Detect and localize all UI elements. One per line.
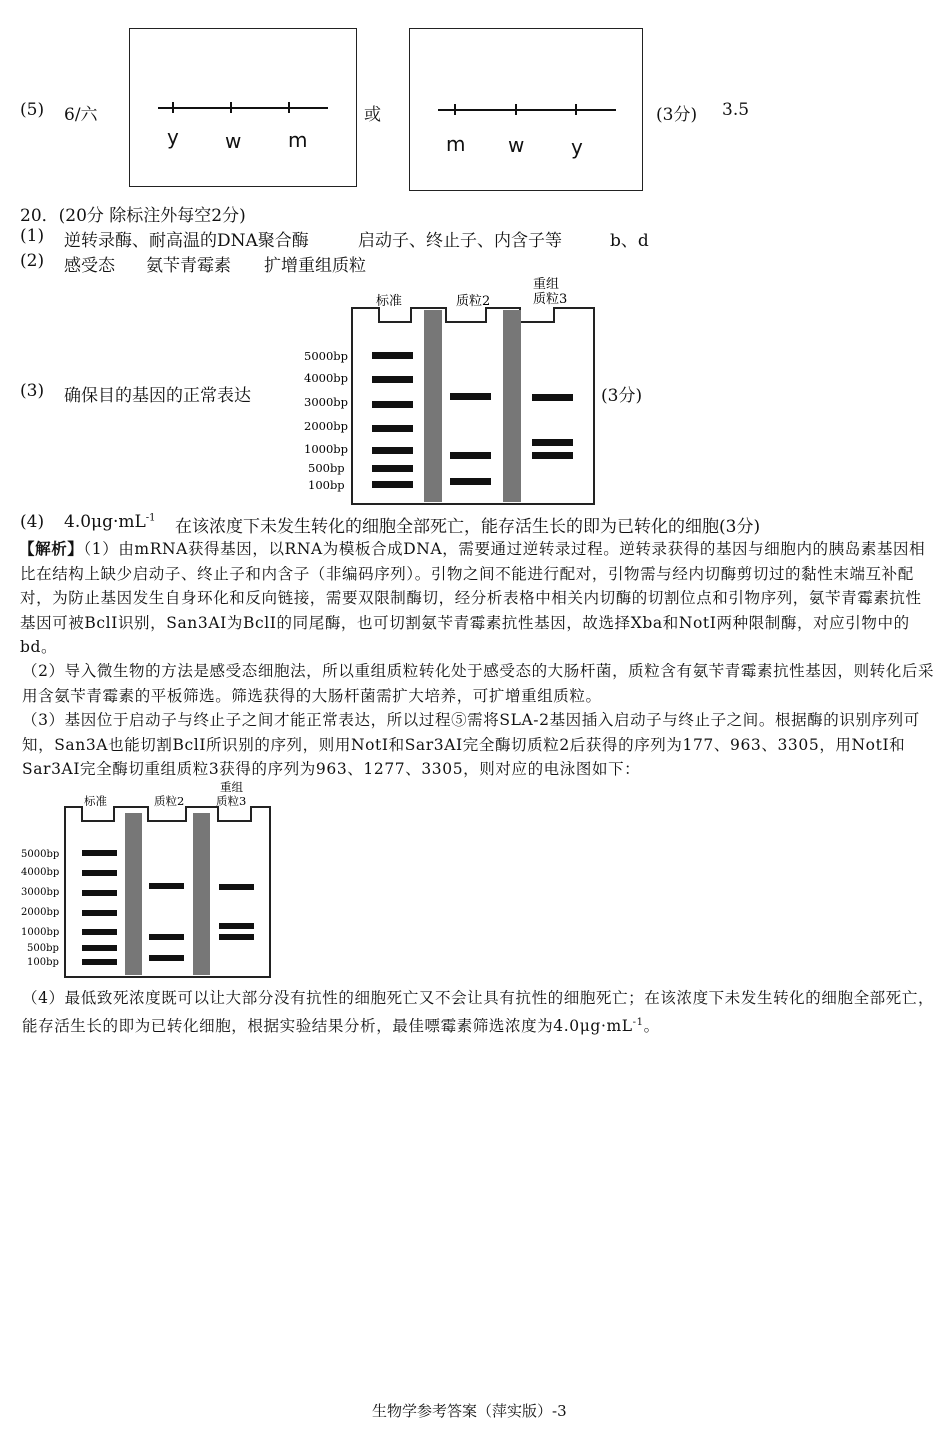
analysis-p1: 【解析】（1）由mRNA获得基因，以RNA为模板合成DNA，需要通过逆转录过程。逆转录获得的基因与细胞内的胰岛素基因相比在结构上缺少启动子、终止子和内含子（非编码序列）。引物之间不能进行配对，引物需与经内切酶剪切过的黏性末端互补配对，为防止基因发生自身环化和反向链接，需要双限制酶切，经分析表格中相关内切酶的切割位点和引物序列，氨苄青霉素抗性基因可被BclⅠ识别，San3AⅠ为BclⅠ的同尾酶，也可切割氨苄青霉素抗性基因，故选择Xba和NotⅠ两种限制酶，对应引物中的bd。 (19, 539, 926, 656)
diagram-2-label: y (571, 135, 583, 159)
diagram-2-label: w (508, 133, 525, 157)
q20-line3-score: (3分) (601, 386, 643, 406)
gel-label-standard: 标准 (376, 294, 403, 309)
q20-line1-num: (1) (20, 226, 45, 246)
diagram-2 (409, 28, 643, 191)
marker-label: 3000bp (304, 395, 348, 409)
q20-line2-num: (2) (20, 251, 45, 271)
marker-label: 3000bp (21, 887, 60, 898)
gel-label-recomb-1: 重组 (220, 780, 243, 794)
diagram-2-label: m (446, 132, 466, 156)
marker-label: 500bp (308, 461, 345, 475)
q19-extra-value: 3.5 (722, 100, 750, 120)
diagram-1-label: w (225, 129, 242, 153)
diagram-1-label: m (288, 128, 308, 152)
q20-line4-concentration: $4.0\mu g\cdot mL^{-1}$ (64, 512, 156, 532)
q20-line4-answer: 在该浓度下未发生转化的细胞全部死亡，能存活生长的即为已转化的细胞(3分) (175, 517, 761, 537)
gel-label-recomb-2: 质粒3 (533, 292, 568, 307)
q20-line3-answer: 确保目的基因的正常表达 (64, 386, 251, 406)
q20-line1-answer-c: b、d (610, 231, 649, 251)
gel-label-recomb-2: 质粒3 (216, 794, 247, 808)
marker-label: 100bp (308, 478, 345, 492)
gel-label-standard: 标准 (84, 794, 107, 808)
q20-line2-answer-c: 扩增重组质粒 (264, 256, 366, 276)
q19-score: (3分) (656, 105, 698, 125)
diagram-1 (129, 28, 357, 187)
gel-label-plasmid2: 质粒2 (456, 294, 491, 309)
analysis-tag: 【解析】 (19, 539, 84, 558)
marker-label: 1000bp (21, 927, 60, 938)
page-footer: 生物学参考答案（萍实版）-3 (372, 1402, 567, 1420)
marker-label: 5000bp (304, 349, 348, 363)
or-text: 或 (364, 105, 381, 125)
gel-diagram-2 (18, 780, 276, 982)
q20-line2-answer-b: 氨苄青霉素 (146, 256, 231, 276)
marker-label: 5000bp (21, 849, 60, 860)
gel-label-plasmid2: 质粒2 (154, 794, 185, 808)
marker-label: 1000bp (304, 442, 348, 456)
marker-label: 500bp (27, 943, 59, 954)
marker-label: 100bp (27, 957, 59, 968)
marker-label: 4000bp (304, 371, 348, 385)
analysis-p4: （4）最低致死浓度既可以让大部分没有抗性的细胞死亡又不会让具有抗性的细胞死亡；在该浓度下未发生转化的细胞全部死亡，能存活生长的即为已转化细胞，根据实验结果分析，最佳嘌霉素筛选浓度为$4.0\mu g\cdot mL^{-1}$。 (22, 989, 935, 1035)
marker-label: 2000bp (21, 907, 60, 918)
q20-line4-num: (4) (20, 512, 45, 532)
gel-diagram-1 (296, 270, 598, 510)
q20-line2-answer-a: 感受态 (64, 256, 115, 276)
analysis-p3: （3）基因位于启动子与终止子之间才能正常表达，所以过程⑤需将SLA-2基因插入启动子与终止子之间。根据酶的识别序列可知，San3A也能切割BclⅠ所识别的序列，则用NotI和Sar3AI完全酶切质粒2后获得的序列为177、963、3305，用NotI和Sar3AI完全酶切重组质粒3获得的序列为963、1277、3305，则对应的电泳图如下： (22, 711, 920, 778)
q20-header: 20．(20分 除标注外每空2分) (20, 206, 246, 226)
q19-part5-answer: 6/六 (64, 105, 98, 125)
diagram-1-label: y (167, 125, 179, 149)
q20-line3-num: (3) (20, 381, 45, 401)
analysis-p2: （2）导入微生物的方法是感受态细胞法，所以重组质粒转化处于感受态的大肠杆菌，质粒含有氨苄青霉素抗性基因，则转化后采用含氨苄青霉素的平板筛选。筛选获得的大肠杆菌需扩大培养，可扩增重组质粒。 (22, 662, 935, 705)
gel-label-recomb-1: 重组 (533, 277, 560, 292)
q20-line1-answer-b: 启动子、终止子、内含子等 (358, 231, 562, 251)
marker-label: 2000bp (304, 419, 348, 433)
q20-line1-answer-a: 逆转录酶、耐高温的DNA聚合酶 (64, 231, 309, 251)
marker-label: 4000bp (21, 867, 60, 878)
q19-part5-label: (5) (20, 100, 45, 120)
